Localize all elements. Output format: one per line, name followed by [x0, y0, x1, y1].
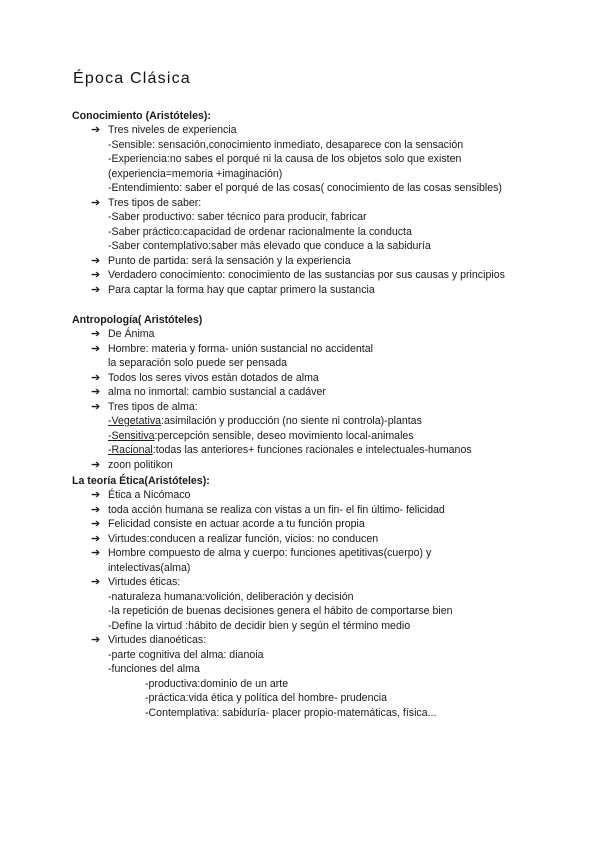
list-item: -naturaleza humana:volición, deliberación y decisión — [108, 591, 354, 603]
list-item: -funciones del alma — [108, 663, 200, 675]
bullet-arrow-icon: ➔ — [91, 489, 101, 501]
bullet-arrow-icon: ➔ — [91, 255, 101, 267]
list-item: Felicidad consiste en actuar acorde a tu función propia — [108, 518, 365, 530]
list-item: -la repetición de buenas decisiones genera el hábito de comportarse bien — [108, 605, 453, 617]
bullet-arrow-icon: ➔ — [91, 459, 101, 471]
list-item: Punto de partida: será la sensación y la experiencia — [108, 255, 351, 267]
list-item — [108, 443, 472, 458]
list-item: -Define la virtud :hábito de decidir bien y según el término medio — [108, 620, 411, 632]
list-item: Tres niveles de experiencia — [108, 124, 237, 136]
list-item: -práctica:vida ética y política del hombre- prudencia — [145, 692, 388, 704]
list-item: Verdadero conocimiento: conocimiento de las sustancias por sus causas y principios — [108, 269, 505, 281]
bullet-arrow-icon: ➔ — [91, 343, 101, 355]
list-item: -parte cognitiva del alma: dianoia — [108, 649, 264, 661]
list-item: Virtudes éticas: — [108, 576, 181, 588]
list-item: Virtudes dianoéticas: — [108, 634, 207, 646]
bullet-arrow-icon: ➔ — [91, 401, 101, 413]
bullet-arrow-icon: ➔ — [91, 518, 101, 530]
list-item: Hombre compuesto de alma y cuerpo: funciones apetitivas(cuerpo) y — [108, 547, 432, 559]
list-item — [108, 414, 422, 429]
list-item — [108, 429, 414, 444]
term-definition: :asimilación y producción (no siente ni controla)-plantas — [161, 415, 422, 427]
underlined-term: -Vegetativa — [108, 415, 162, 427]
list-item: -Contemplativa: sabiduría- placer propio-matemáticas, física... — [145, 707, 437, 719]
list-item: Tres tipos de saber: — [108, 197, 202, 209]
page-title: Época Clásica — [73, 70, 191, 87]
underlined-term: -Racional — [108, 444, 153, 456]
bullet-arrow-icon: ➔ — [91, 124, 101, 136]
list-item: alma no inmortal: cambio sustancial a cadáver — [108, 386, 326, 398]
bullet-arrow-icon: ➔ — [91, 504, 101, 516]
list-item: Hombre: materia y forma- unión sustancial no accidental — [108, 343, 373, 355]
bullet-arrow-icon: ➔ — [91, 547, 101, 559]
list-item: -Experiencia:no sabes el porqué ni la causa de los objetos solo que existen — [108, 153, 462, 165]
bullet-arrow-icon: ➔ — [91, 386, 101, 398]
list-item: Ética a Nicómaco — [108, 489, 191, 501]
bullet-arrow-icon: ➔ — [91, 372, 101, 384]
section-heading-conocimiento: Conocimiento (Aristóteles): — [72, 110, 211, 122]
list-item: intelectivas(alma) — [108, 562, 191, 574]
bullet-arrow-icon: ➔ — [91, 576, 101, 588]
list-item: (experiencia=memoria +imaginación) — [108, 168, 283, 180]
list-item: Todos los seres vivos están dotados de alma — [108, 372, 319, 384]
bullet-arrow-icon: ➔ — [91, 269, 101, 281]
bullet-arrow-icon: ➔ — [91, 533, 101, 545]
bullet-arrow-icon: ➔ — [91, 197, 101, 209]
list-item: -Saber práctico:capacidad de ordenar racionalmente la conducta — [108, 226, 412, 238]
list-item: -Entendimiento: saber el porqué de las cosas( conocimiento de las cosas sensibles) — [108, 182, 502, 194]
list-item: Tres tipos de alma: — [108, 401, 198, 413]
list-item: De Ánima — [108, 328, 155, 340]
list-item: -Saber contemplativo:saber más elevado que conduce a la sabiduría — [108, 240, 431, 252]
bullet-arrow-icon: ➔ — [91, 284, 101, 296]
list-item: -Saber productivo: saber técnico para producir, fabricar — [108, 211, 367, 223]
section-heading-etica: La teoría Ética(Aristóteles): — [72, 475, 210, 487]
list-item: la separación solo puede ser pensada — [108, 357, 288, 369]
list-item: Virtudes:conducen a realizar función, vicios: no conducen — [108, 533, 379, 545]
list-item: zoon politikon — [108, 459, 173, 471]
list-item: Para captar la forma hay que captar primero la sustancia — [108, 284, 375, 296]
list-item: -Sensible: sensación,conocimiento inmediato, desaparece con la sensación — [108, 139, 464, 151]
bullet-arrow-icon: ➔ — [91, 634, 101, 646]
list-item: toda acción humana se realiza con vistas a un fin- el fin último- felicidad — [108, 504, 445, 516]
section-heading-antropologia: Antropología( Aristóteles) — [72, 314, 203, 326]
bullet-arrow-icon: ➔ — [91, 328, 101, 340]
underlined-term: -Sensitiva — [108, 430, 155, 442]
list-item: -productiva:dominio de un arte — [145, 678, 289, 690]
term-definition: :todas las anteriores+ funciones racionales e intelectuales-humanos — [152, 444, 472, 456]
term-definition: :percepción sensible, deseo movimiento local-animales — [154, 430, 414, 442]
